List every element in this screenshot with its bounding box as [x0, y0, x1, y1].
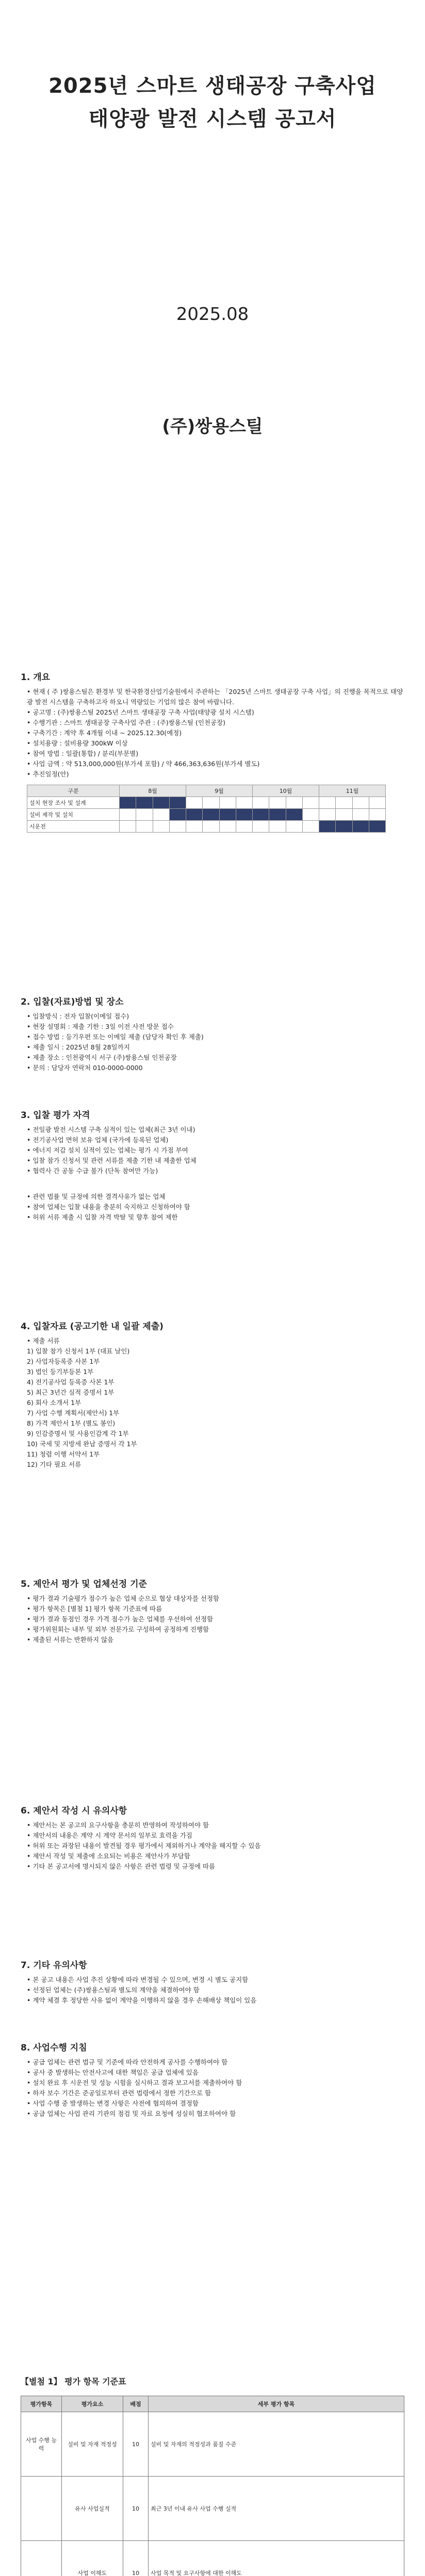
body-line: • 접수 방법 : 등기우편 또는 이메일 제출 (담당자 확인 후 제출): [27, 1033, 204, 1041]
schedule-cell: [319, 797, 336, 809]
schedule-cell: [169, 821, 186, 833]
body-line: • 기타 본 공고서에 명시되지 않은 사항은 관련 법령 및 규정에 따름: [27, 1862, 216, 1870]
evaluation-cell-detail: 설비 및 자재의 적정성과 품질 수준: [149, 2412, 404, 2477]
section-etc-notes: [21, 1958, 404, 2006]
schedule-cell: [219, 797, 236, 809]
body-line: • 제출된 서류는 반환하지 않음: [27, 1636, 114, 1643]
section-bidding-method: [21, 994, 404, 1073]
announcement-date: 2025.08: [176, 304, 249, 325]
schedule-cell: [236, 821, 252, 833]
schedule-header-cell: 9월: [186, 785, 253, 797]
section-heading: 3. 입찰 평가 자격: [21, 1110, 90, 1121]
section-guidelines: [21, 2040, 404, 2119]
body-line: 12) 기타 필요 서류: [27, 1461, 81, 1468]
body-line: 5) 최근 3년간 실적 증명서 1부: [27, 1388, 115, 1396]
schedule-cell: [236, 809, 252, 821]
schedule-cell: [269, 809, 286, 821]
schedule-cell: [336, 821, 352, 833]
body-line: • 추진일정(안): [27, 770, 69, 778]
body-line: • 공고명 : (주)쌍용스틸 2025년 스마트 생태공장 구축 사업(태양광 설치 시스템): [27, 708, 254, 716]
body-line: • 에너지 저감 설치 실적이 있는 업체는 평가 시 가점 부여: [27, 1146, 188, 1154]
body-line: • 사업 수행 중 발생하는 변경 사항은 사전에 협의하여 결정함: [27, 2099, 199, 2107]
body-line: • 설치 완료 후 시운전 및 성능 시험을 실시하고 결과 보고서를 제출하여야 함: [27, 2079, 242, 2087]
schedule-cell: [120, 809, 136, 821]
schedule-cell: [153, 809, 169, 821]
evaluation-cell-score: 10: [123, 2541, 149, 2576]
schedule-cell: [153, 797, 169, 809]
schedule-cell: [336, 797, 352, 809]
schedule-cell: [269, 821, 286, 833]
schedule-cell: [269, 797, 286, 809]
title-line-2: 태양광 발전 시스템 공고서: [88, 107, 337, 131]
body-line: • 평가 항목은 [별첨 1] 평가 항목 기준표에 따름: [27, 1605, 162, 1613]
schedule-cell: [369, 797, 385, 809]
schedule-cell: [203, 809, 219, 821]
body-line: • 제안서는 본 공고의 요구사항을 충분히 반영하여 작성하여야 함: [27, 1821, 209, 1829]
schedule-cell: [352, 809, 369, 821]
schedule-cell: [219, 821, 236, 833]
body-line: 8) 가격 제안서 1부 (별도 봉인): [27, 1419, 116, 1427]
section-writing-notes: [21, 1803, 404, 1872]
body-line: 7) 사업 수행 계획서(제안서) 1부: [27, 1409, 120, 1417]
schedule-cell: [302, 809, 319, 821]
schedule-cell: [169, 809, 186, 821]
schedule-header-cell: 10월: [253, 785, 319, 797]
evaluation-table: [21, 2396, 404, 2576]
evaluation-cell-detail: 최근 3년 이내 유사 사업 수행 실적: [149, 2477, 404, 2541]
body-line: • 하자 보수 기간은 준공일로부터 관련 법령에서 정한 기간으로 함: [27, 2089, 211, 2097]
evaluation-cell-item: 사업 이해도: [62, 2541, 123, 2576]
schedule-cell: [352, 821, 369, 833]
body-line: • 공사 중 발생하는 안전사고에 대한 책임은 공급 업체에 있음: [27, 2069, 199, 2076]
body-line: • 전기공사업 면허 보유 업체 (국가에 등록된 업체): [27, 1136, 169, 1144]
evaluation-cell-item: 설비 및 자재 적정성: [62, 2412, 123, 2477]
body-line: • 제안서의 내용은 계약 시 계약 문서의 일부로 효력을 가짐: [27, 1832, 192, 1839]
schedule-cell: [253, 821, 269, 833]
body-line: • 제출 일시 : 2025년 8월 28일까지: [27, 1043, 130, 1051]
schedule-cell: [369, 809, 385, 821]
evaluation-cell-score: 10: [123, 2412, 149, 2477]
schedule-cell: [120, 797, 136, 809]
body-line: • 문의 : 담당자 연락처 010-0000-0000: [27, 1064, 143, 1072]
evaluation-header-cell: 배점: [123, 2396, 149, 2412]
body-line: • 입찰방식 : 전자 입찰(이메일 접수): [27, 1012, 129, 1020]
company-name: (주)쌍용스틸: [162, 416, 263, 437]
schedule-header-cell: 구분: [27, 785, 120, 797]
schedule-cell: [369, 821, 385, 833]
appendix-title: 【별첨 1】 평가 항목 기준표: [21, 2377, 126, 2386]
body-line: • 허위 서류 제출 시 입찰 자격 박탈 및 향후 참여 제한: [27, 1213, 178, 1221]
schedule-cell: [253, 797, 269, 809]
body-line: 6) 회사 소개서 1부: [27, 1399, 81, 1406]
body-line: • 공급 업체는 사업 관리 기관의 점검 및 자료 요청에 성실히 협조하여야 함: [27, 2110, 236, 2117]
section-heading: 6. 제안서 작성 시 유의사항: [21, 1806, 127, 1816]
schedule-cell: [286, 809, 302, 821]
schedule-cell: [352, 797, 369, 809]
schedule-cell: [286, 821, 302, 833]
body-line: 4) 전기공사업 등록증 사본 1부: [27, 1378, 115, 1386]
schedule-cell: [286, 797, 302, 809]
evaluation-cell-score: 10: [123, 2477, 149, 2541]
body-line: • 수행기관 : 스마트 생태공장 구축사업 주관 : (주)쌍용스틸 (인천공장): [27, 719, 226, 726]
evaluation-cell-detail: 사업 목적 및 요구사항에 대한 이해도: [149, 2541, 404, 2576]
evaluation-header-cell: 평가요소: [62, 2396, 123, 2412]
section-evaluation: [21, 1577, 404, 1645]
title-line-1: 2025년 스마트 생태공장 구축사업: [48, 74, 377, 98]
section-heading: 8. 사업수행 지침: [21, 2043, 87, 2053]
section-heading: 4. 입찰자료 (공고기한 내 일괄 제출): [21, 1321, 164, 1332]
schedule-cell: [302, 797, 319, 809]
schedule-header-cell: 11월: [319, 785, 386, 797]
body-line: • 선정된 업체는 (주)쌍용스틸과 별도의 계약을 체결하여야 함: [27, 1986, 200, 1994]
section-overview: [21, 670, 404, 833]
body-line: • 구축기간 : 계약 후 4개월 이내 ~ 2025.12.30(예정): [27, 729, 182, 737]
evaluation-cell-cat: 사업 수행 능력: [21, 2412, 62, 2477]
section-submission-docs: [21, 1319, 404, 1470]
schedule-cell: [136, 809, 153, 821]
body-line: • 계약 체결 후 정당한 사유 없이 계약을 이행하지 않을 경우 손해배상 책임이 있음: [27, 1996, 257, 2004]
schedule-cell: [120, 821, 136, 833]
schedule-cell: [203, 821, 219, 833]
schedule-row-label: 시운전: [27, 821, 120, 833]
title-block: [21, 70, 404, 135]
body-line: • 사업 금액 : 약 513,000,000원(부가세 포함) / 약 466,363,636원(부가세 별도): [27, 760, 260, 768]
section-heading: 7. 기타 유의사항: [21, 1960, 87, 1971]
body-line: • 제안서 작성 및 제출에 소요되는 비용은 제안사가 부담함: [27, 1852, 190, 1860]
section-heading: 5. 제안서 평가 및 업체선정 기준: [21, 1579, 147, 1589]
schedule-cell: [236, 797, 252, 809]
body-line: • 평가위원회는 내부 및 외부 전문가로 구성하여 공정하게 진행함: [27, 1625, 209, 1633]
body-line: • 현장 설명회 : 제출 기한 : 3일 이전 사전 방문 접수: [27, 1023, 174, 1030]
schedule-cell: [336, 809, 352, 821]
schedule-row-label: 설치 현장 조사 및 설계: [27, 797, 120, 809]
section-heading: 2. 입찰(자료)방법 및 장소: [21, 997, 124, 1007]
schedule-cell: [186, 797, 203, 809]
body-line: • 공급 업체는 관련 법규 및 기준에 따라 안전하게 공사를 수행하여야 함: [27, 2058, 228, 2066]
body-line: • 협력사 간 공동 수급 불가 (단독 참여만 가능): [27, 1167, 158, 1175]
schedule-cell: [319, 821, 336, 833]
schedule-cell: [319, 809, 336, 821]
body-line: • 본 공고 내용은 사업 추진 상황에 따라 변경될 수 있으며, 변경 시 별도 공지함: [27, 1976, 249, 1984]
schedule-header-cell: 8월: [120, 785, 186, 797]
body-line: • 현재 ( 주 )쌍용스틸은 환경부 및 한국환경산업기술원에서 주관하는 「2025년 스마트 생태공장 구축 사업」의 진행을 목적으로 태양광 발전 시스템을 구축하고자 하오니 역량있는 기업의 많은 참여 바랍니다.: [27, 688, 403, 706]
body-line: • 설치용량 : 설비용량 300kW 이상: [27, 739, 128, 747]
body-line: • 참여 업체는 입찰 내용을 충분히 숙지하고 신청하여야 함: [27, 1203, 190, 1211]
body-line: 2) 사업자등록증 사본 1부: [27, 1358, 100, 1365]
body-line: • 허위 또는 과장된 내용이 발견될 경우 평가에서 제외하거나 계약을 해지할 수 있음: [27, 1842, 261, 1850]
body-line: 11) 청렴 이행 서약서 1부: [27, 1450, 100, 1458]
schedule-cell: [186, 809, 203, 821]
body-line: • 평가 결과 기술평가 점수가 높은 업체 순으로 협상 대상자를 선정함: [27, 1595, 220, 1602]
schedule-table: [27, 785, 386, 833]
schedule-cell: [302, 821, 319, 833]
schedule-cell: [136, 821, 153, 833]
body-line: • 입찰 참가 신청서 및 관련 서류를 제출 기한 내 제출한 업체: [27, 1157, 197, 1164]
body-line: • 전일광 발전 시스템 구축 실적이 있는 업체(최근 3년 이내): [27, 1126, 195, 1133]
evaluation-header-cell: 평가항목: [21, 2396, 62, 2412]
appendix-table-1: [21, 2396, 404, 2576]
schedule-cell: [219, 809, 236, 821]
schedule-cell: [253, 809, 269, 821]
section-qualification: [21, 1108, 404, 1223]
body-line: • 참여 방법 : 일괄(통합) / 분리(부문별): [27, 750, 139, 757]
body-line: 10) 국세 및 지방세 완납 증명서 각 1부: [27, 1440, 137, 1448]
evaluation-cell-item: 유사 사업실적: [62, 2477, 123, 2541]
schedule-row-label: 설비 제작 및 설치: [27, 809, 120, 821]
body-line: • 관련 법률 및 규정에 의한 결격사유가 없는 업체: [27, 1193, 166, 1200]
schedule-cell: [203, 797, 219, 809]
evaluation-header-cell: 세부 평가 항목: [149, 2396, 404, 2412]
body-line: 3) 법인 등기부등본 1부: [27, 1368, 94, 1376]
section-heading: 1. 개요: [21, 672, 51, 683]
body-line: • 평가 결과 동점인 경우 가격 점수가 높은 업체를 우선하여 선정함: [27, 1615, 214, 1623]
body-line: 1) 입찰 참가 신청서 1부 (대표 날인): [27, 1347, 130, 1355]
body-line: • 제출 서류: [27, 1337, 60, 1345]
evaluation-cell-cat: [21, 2541, 62, 2576]
evaluation-cell-cat: [21, 2477, 62, 2541]
schedule-cell: [136, 797, 153, 809]
body-line: 9) 인감증명서 및 사용인감계 각 1부: [27, 1430, 129, 1437]
body-line: • 제출 장소 : 인천광역시 서구 (주)쌍용스틸 인천공장: [27, 1054, 177, 1061]
schedule-cell: [186, 821, 203, 833]
schedule-cell: [153, 821, 169, 833]
schedule-cell: [169, 797, 186, 809]
